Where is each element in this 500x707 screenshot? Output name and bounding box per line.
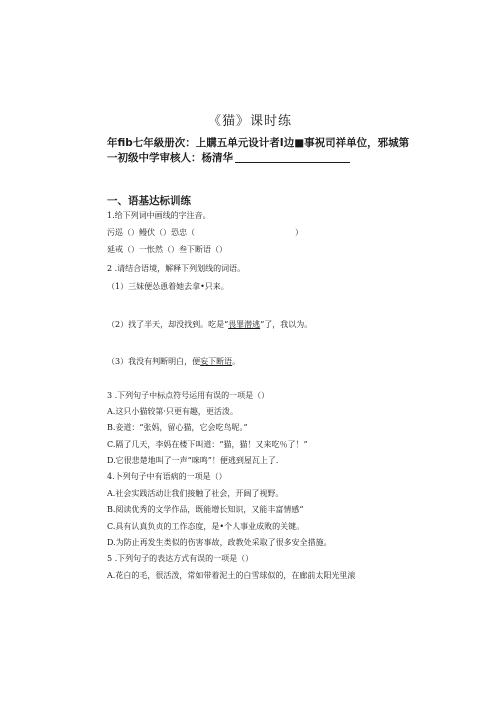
question-1-row-2: 延戒（）一怅然（）叁下断语（）	[107, 245, 227, 254]
question-3-option-c: C.隔了几天，李妈在楼下叫道：“猫，猫！又来吃％了！”	[107, 440, 308, 449]
question-2: 2 .请结合语境，解释下列划线的词语。	[107, 264, 246, 273]
question-2-part-3-post: 。	[232, 357, 241, 366]
question-1-row-1-tail: ）	[295, 228, 303, 237]
question-4-option-d: D.为防止再发生类似的伤害事故，政教处采取了很多安全措施。	[107, 538, 332, 547]
question-2-part-1: （1）三妹便怂恿着她去拿•只来。	[107, 282, 229, 291]
question-5: 5 .下列句子的表达方式有误的一项是（）	[107, 554, 254, 563]
meta-line-2	[107, 151, 407, 166]
question-3: 3 .下列句子中标点符号运用有误的一项是（）	[107, 391, 270, 400]
question-3-option-d: D.它很悲楚地叫了一声“咪鸣”！便逃到屋瓦上了.	[107, 456, 279, 465]
question-4-option-c: C.具有认真负贞的工作态度，是•个人事业成败的关键。	[107, 522, 305, 531]
question-4-option-b: B.阅读优秀的文学作品，既能增长知识，又能丰富情感“	[107, 505, 304, 514]
meta-blank-line	[235, 162, 350, 163]
question-2-part-2-post: ”了，我以为。	[260, 320, 313, 329]
question-4-option-a: A.社会实践活动让我们接触了社会，开阔了视野。	[107, 489, 284, 498]
question-4: 4.卜列句子中有语病的一项是（）	[107, 472, 227, 481]
section-heading: 一、语基达标训练	[107, 195, 191, 207]
question-2-part-3	[107, 356, 240, 367]
worksheet-meta	[107, 136, 410, 166]
underlined-term: 妄下断语	[200, 357, 233, 366]
question-2-part-2-pre: （2）找了半天，却没找到。吃是“	[107, 320, 229, 329]
question-1-row-1-text: 污巡（）鳗伏（）恐忠（	[107, 228, 195, 237]
question-1-row-1	[107, 227, 303, 238]
question-3-option-a: A.这只小猫较第·只更有趣，更活泼。	[107, 407, 238, 416]
meta-reviewer: 一初级中学审核人：杨清华	[107, 152, 233, 164]
page-title: 《猫》课时练	[207, 114, 292, 129]
question-2-part-3-pre: （3）我没有判断明白，便	[107, 357, 201, 366]
question-2-part-2	[107, 319, 312, 330]
question-3-option-b: B.妾道：“张妈，留心猫，它会吃鸟呢。”	[107, 423, 248, 432]
meta-line-1: 年fib七年級册次：上購五单元设计者I边■事祝司祥单位，邪城第	[107, 137, 410, 149]
underlined-term: 畏罪潜逃	[228, 320, 261, 329]
question-1: 1.给下列词中画线的字注音。	[107, 211, 211, 220]
question-5-option-a: A.花白的毛，很活泼，常如带着泥土的白雪球似的，在廊前太阳光里滚	[107, 571, 356, 580]
